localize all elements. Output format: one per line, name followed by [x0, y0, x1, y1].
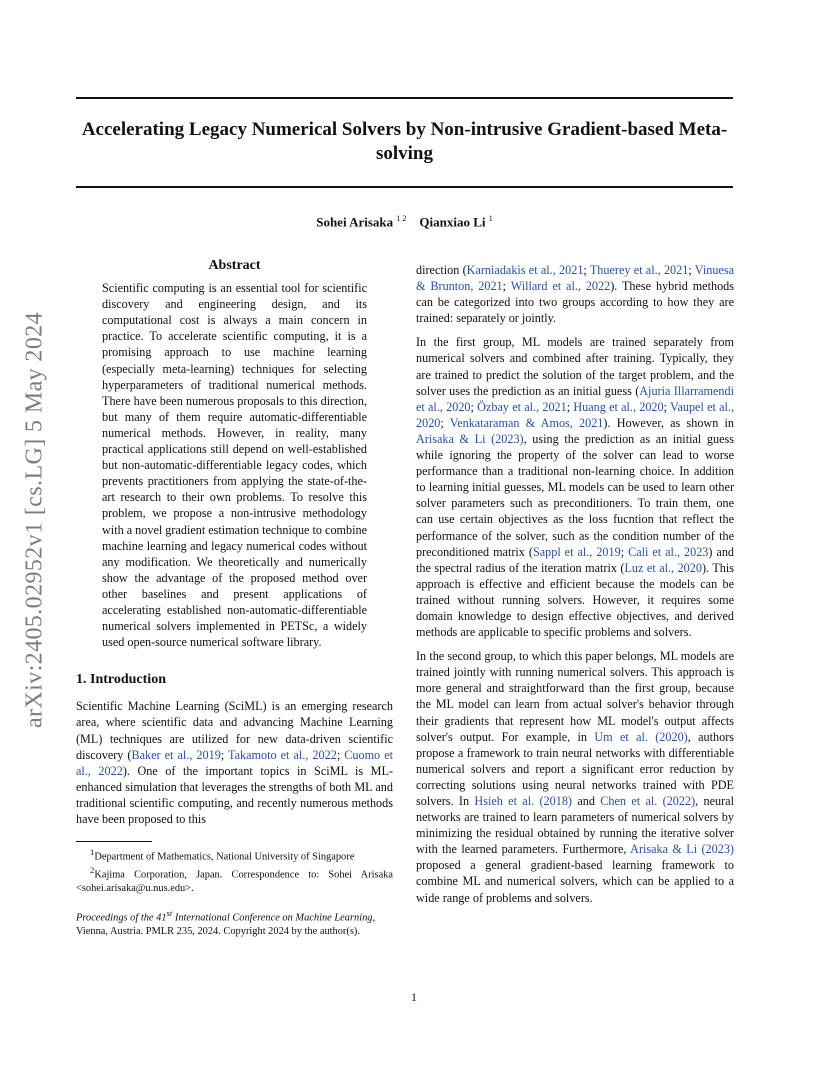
paragraph-text: , authors propose a framework to train neural networks with differentiable numerical solvers and report a significant error reduction by correcting solutions using neural networks trained with PDE solvers. In [416, 729, 734, 808]
top-rule [76, 97, 733, 99]
author-affiliation: 1 [488, 214, 493, 223]
author-list [76, 214, 733, 230]
citation-link[interactable]: Thuerey et al., 2021 [589, 263, 689, 277]
page-number: 1 [411, 990, 417, 1004]
footnote-1 [76, 846, 393, 864]
paragraph-text: Scientific Machine Learning (SciML) is an emerging research area, where scientific data and advancing Machine Learning (ML) techniques are utilized for new data-driven scientific discovery ( [76, 699, 393, 762]
paragraph-text: ; [336, 747, 345, 762]
proceedings-note [76, 907, 393, 938]
arxiv-stamp-text: arXiv:2405.02952v1 [cs.LG] 5 May 2024 [21, 311, 48, 729]
citation-link[interactable]: Vinuesa & Brunton, 2021 [416, 263, 734, 294]
citation-link[interactable]: Karniadakis et al., 2021 [466, 263, 584, 277]
citation-link[interactable]: Baker et al., 2019 [131, 747, 221, 762]
footnote-1-text: Department of Mathematics, National University of Singapore [94, 851, 355, 863]
citation-link[interactable]: Luz et al., 2020 [624, 560, 702, 575]
proceedings-italic-b: International Conference on Machine Learning [172, 912, 373, 924]
footnote-mark: 2 [90, 864, 95, 875]
paragraph-text: ). This approach is effective and efficient because the models can be trained without running solvers. However, it requires some domain knowledge to design effective objectives, and derived methods are applicable to specific problems and solvers. [416, 560, 734, 640]
proceedings-number: 41 [156, 912, 167, 924]
body-paragraph [416, 334, 734, 640]
citation-link[interactable]: Ajuria Illarramendi et al., 2020 [416, 383, 734, 414]
abstract-body [76, 280, 393, 650]
author-name: Qianxiao Li [419, 214, 486, 230]
footnote-rule [76, 841, 152, 842]
paragraph-text: proposed a general gradient-based learning framework to combine ML and numerical solvers, which can be applied to a wide range of problems and solvers. [416, 858, 734, 905]
proceedings-italic-a: Proceedings of the [76, 912, 157, 924]
paragraph-text: ; [566, 399, 574, 414]
paragraph-text: ; [688, 263, 695, 277]
paragraph-text: ). These hybrid methods can be categorized into two groups according to how they are trained: separately or jointly. [416, 279, 734, 326]
abstract-heading: Abstract [208, 258, 261, 273]
paragraph-text: ; [502, 279, 511, 294]
paragraph-text: ) and the spectral radius of the iteration matrix ( [416, 544, 735, 575]
paragraph-text: ). However, as shown in [603, 415, 734, 430]
footnote-mark: 1 [90, 847, 95, 858]
proceedings-rest: , Vienna, Austria. PMLR 235, 2024. Copyright 2024 by the author(s). [76, 912, 376, 938]
citation-link[interactable]: Hsieh et al. (2018) [474, 794, 572, 808]
citation-link[interactable]: Chen et al. (2022) [600, 794, 696, 808]
right-column [416, 262, 734, 906]
footnotes [76, 846, 393, 895]
paragraph-text: ). One of the important topics in SciML is ML-enhanced simulation that leverages the strengths of both ML and traditional scientific computing, and recently numerous methods have been proposed to this [76, 763, 393, 826]
arxiv-stamp [20, 280, 50, 760]
citation-link[interactable]: Willard et al., 2022 [510, 279, 611, 294]
paragraph-text: ; [583, 263, 590, 277]
proceedings-ordinal: st [166, 908, 173, 919]
paragraph-text: , neural networks are trained to learn parameters of numerical solvers by minimizing the residual obtained by running the iterative solver with the learned parameters. Furthermore, [416, 794, 734, 857]
citation-link[interactable]: Um et al. (2020) [594, 729, 688, 744]
abstract-text: Scientific computing is an essential tool for scientific discovery and engineering design, and its computational cost is always a main concern in practice. To accelerate scientific computing, it is a promising approach to use machine learning (especially meta-learning) techniques for selecting hyperparameters of traditional numerical methods. There have been numerous proposals to this direction, but many of them require automatic-differentiable numerical methods. However, in reality, many practical applications still depend on well-established but non-automatic-differentiable legacy codes, which prevents practitioners from applying the state-of-the-art research to their own problems. To resolve this problem, we propose a non-intrusive methodology with a novel gradient estimation technique to combine machine learning and legacy numerical codes without any modification. We theoretically and numerically show the advantage of the proposed method over other baselines and present applications of accelerating established non-automatic-differentiable numerical solvers implemented in PETSc, a widely used open-source numerical software library. [102, 281, 368, 650]
citation-link[interactable]: Takamoto et al., 2022 [228, 747, 337, 762]
body-paragraph [416, 648, 734, 906]
citation-link[interactable]: Calì et al., 2023 [628, 544, 709, 559]
citation-link[interactable]: Sappl et al., 2019 [532, 544, 621, 559]
paragraph-text: ; [440, 415, 450, 430]
citation-link[interactable]: Vaupel et al., 2020 [416, 399, 735, 430]
section-heading: 1. Introduction [76, 672, 166, 688]
paragraph-text: In the first group, ML models are trained separately from numerical solvers and combined after training. Typically, they are trained to predict the solution of the target problem, and the solver uses the prediction as an initial guess ( [416, 335, 734, 398]
paragraph-text: and [571, 794, 601, 808]
citation-link[interactable]: Arisaka & Li (2023) [630, 842, 734, 857]
paragraph-text: ; [620, 544, 629, 559]
body-paragraph [416, 262, 734, 326]
paper-title: Accelerating Legacy Numerical Solvers by Non-intrusive Gradient-based Meta-solving [81, 119, 728, 164]
paragraph-text: direction ( [416, 263, 467, 277]
intro-paragraph [76, 698, 393, 827]
paragraph-text: ; [470, 399, 478, 414]
footnote-2 [76, 864, 393, 895]
paragraph-text: , using the prediction as an initial guess while ignoring the property of the solver can lead to worse performance than a traditional non-learning choice. In addition to learning initial guesses, ML models can be used to learn other solver parameters such as preconditioners. To train them, one can use certain objectives as the loss fucntion that reflect the performance of the solver, such as the condition number of the preconditioned matrix ( [416, 431, 734, 559]
citation-link[interactable]: Arisaka & Li (2023) [416, 431, 524, 446]
citation-link[interactable]: Özbay et al., 2021 [477, 399, 567, 414]
citation-link[interactable]: Cuomo et al., 2022 [76, 747, 393, 778]
citation-link[interactable]: Huang et al., 2020 [573, 399, 664, 414]
paragraph-text: ; [220, 747, 229, 762]
paragraph-text: ; [663, 399, 671, 414]
author-affiliation: 1 2 [396, 214, 407, 223]
paragraph-text: In the second group, to which this paper belongs, ML models are trained jointly with running numerical solvers. This approach is more general and straightforward than the first group, because the ML model can learn from actual solver's behavior through their gradients that represent how ML model's output affects solver's output. For example, in [416, 649, 734, 744]
title-bottom-rule [76, 186, 733, 188]
footnote-2-text: Kajima Corporation, Japan. Correspondence to: Sohei Arisaka <sohei.arisaka@u.nus.edu>. [76, 869, 393, 894]
author-name: Sohei Arisaka [316, 214, 394, 230]
citation-link[interactable]: Venkataraman & Amos, 2021 [449, 415, 604, 430]
left-column [76, 258, 393, 939]
